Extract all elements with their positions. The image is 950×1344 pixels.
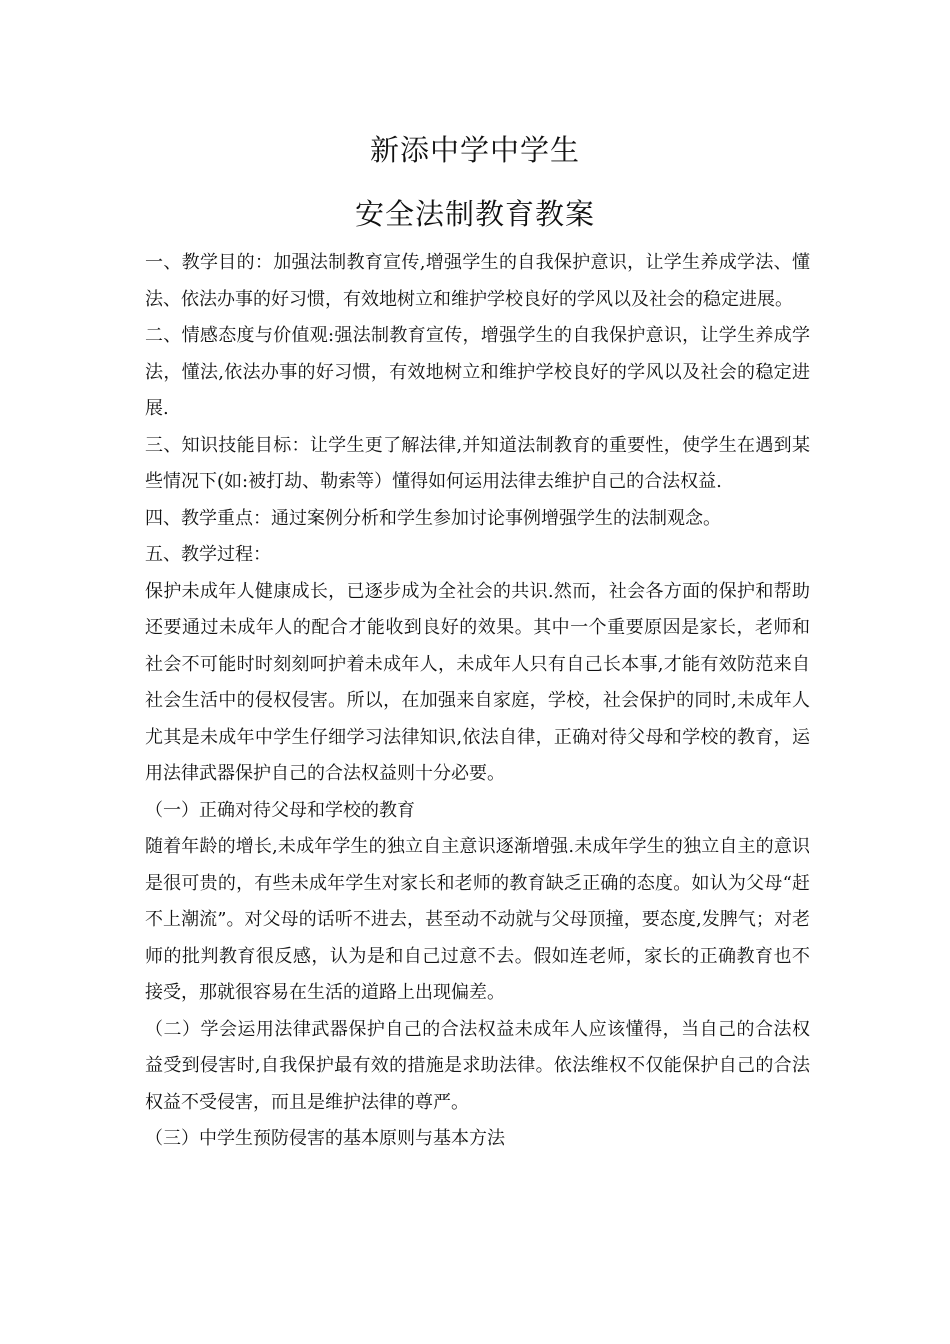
- paragraph-teaching-goal: 一、教学目的：加强法制教育宣传,增强学生的自我保护意识，让学生养成学法、懂法、依法办事的好习惯，有效地树立和维护学校良好的学风以及社会的稳定进展。: [145, 252, 810, 310]
- paragraph-knowledge-skills: 三、知识技能目标：让学生更了解法律,并知道法制教育的重要性，使学生在遇到某些情况下(如:被打劫、勒索等）懂得如何运用法律去维护自己的合法权益.: [145, 434, 810, 492]
- paragraph-protection-intro: 保护未成年人健康成长，已逐步成为全社会的共识.然而，社会各方面的保护和帮助还要通过未成年人的配合才能收到良好的效果。其中一个重要原因是家长，老师和社会不可能时时刻刻呵护着未成年人，未成年人只有自己长本事,才能有效防范来自社会生活中的侵权侵害。所以，在加强来自家庭，学校，社会保护的同时,未成年人尤其是未成年中学生仔细学习法律知识,依法自律，正确对待父母和学校的教育，运用法律武器保护自己的合法权益则十分必要。: [145, 580, 810, 784]
- subheading-3: （三）中学生预防侵害的基本原则与基本方法: [145, 1128, 505, 1149]
- subheading-1: （一）正确对待父母和学校的教育: [145, 799, 415, 821]
- paragraph-key-points: 四、教学重点：通过案例分析和学生参加讨论事例增强学生的法制观念。: [145, 507, 721, 529]
- paragraph-legal-rights: （二）学会运用法律武器保护自己的合法权益未成年人应该懂得，当自己的合法权益受到侵害时,自我保护最有效的措施是求助法律。依法维权不仅能保护自己的合法权益不受侵害，而且是维护法律的尊严。: [145, 1018, 810, 1113]
- paragraph-independence: 随着年龄的增长,未成年学生的独立自主意识逐渐增强.未成年学生的独立自主的意识是很可贵的，有些未成年学生对家长和老师的教育缺乏正确的态度。如认为父母“赶不上潮流”。对父母的话听不进去，甚至动不动就与父母顶撞，要态度,发脾气；对老师的批判教育很反感，认为是和自己过意不去。假如连老师，家长的正确教育也不接受，那就很容易在生活的道路上出现偏差。: [145, 836, 810, 1003]
- document-body: [145, 245, 810, 1158]
- paragraph-attitude-values: 二、情感态度与价值观:强法制教育宣传，增强学生的自我保护意识，让学生养成学法，懂法,依法办事的好习惯，有效地树立和维护学校良好的学风以及社会的稳定进展.: [145, 325, 810, 419]
- paragraph-process-heading: 五、教学过程：: [145, 544, 271, 565]
- document-title-line1: 新添中学中学生: [369, 133, 580, 167]
- document-title-line2: 安全法制教育教案: [354, 197, 595, 231]
